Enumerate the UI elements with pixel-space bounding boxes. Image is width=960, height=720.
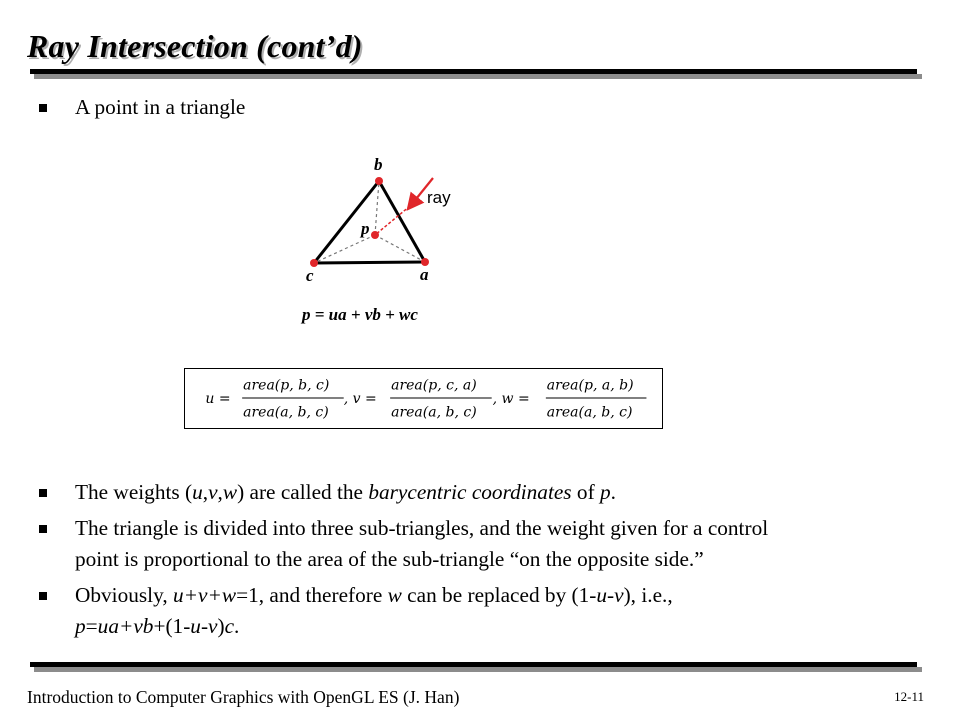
top-rule-shadow [34,74,922,79]
comma: , [202,480,209,504]
var-v: v [208,614,218,638]
dash-pc [314,235,375,263]
bullet-barycentric [30,477,945,508]
bullet-list-bottom [30,477,945,642]
minus: - [607,583,615,607]
bullet-marker [39,489,47,497]
dash-pb [375,181,379,235]
top-rule [30,69,917,74]
var-u: u [190,614,201,638]
formula-w-numerator: area(p, a, b) [546,377,634,394]
var-p: p [600,480,611,504]
label-ray: ray [427,188,451,207]
bullet-text: =1, and therefore [236,583,388,607]
formula-u-lhs: u = [205,390,231,407]
var-v: v [208,480,218,504]
formula-u-denominator: area(a, b, c) [243,404,329,421]
emphasis-barycentric: barycentric coordinates [368,480,572,504]
formula-v-denominator: area(a, b, c) [391,404,477,421]
bullet-text: Obviously, [75,583,174,607]
formula-v-numerator: area(p, c, a) [391,377,477,394]
bullet-list-top [30,92,945,123]
var-u: u [596,583,608,607]
label-c: c [306,266,314,285]
bullet-point-in-triangle [30,92,945,123]
slide-title: Ray Intersection (cont’d) [27,28,363,64]
point-p-dot [371,231,379,239]
label-p: p [361,219,370,238]
label-a: a [420,265,429,284]
var-v: v [614,583,624,607]
bullet-text: of [571,480,600,504]
vertex-b-dot [375,177,383,185]
bullet-marker [39,525,47,533]
bullet-text: A point in a triangle [75,95,246,119]
comma: , [217,480,223,504]
formula-w-lhs: , w = [492,390,530,407]
bullet-line-2: point is proportional to the area of the sub-triangle “on the opposite side.” [75,547,704,571]
label-b: b [374,155,383,174]
var-ua-vb: ua+vb [97,614,154,638]
bullet-line-1: The triangle is divided into three sub-triangles, and the weight given for a control [75,516,769,540]
formula-u-numerator: area(p, b, c) [243,377,330,394]
edge-ac [314,262,425,263]
bullet-text: The weights ( [75,480,193,504]
footer-course-title: Introduction to Computer Graphics with OpenGL ES (J. Han) [27,687,460,707]
period: . [234,614,240,638]
bullet-text: can be replaced by (1- [401,583,597,607]
triangle-figure [290,148,490,338]
var-sum: u+v+w [173,583,237,607]
bullet-marker [39,104,47,112]
formula-w-denominator: area(a, b, c) [546,404,633,421]
bullet-marker [39,592,47,600]
minus: - [200,614,209,638]
barycentric-formula [184,368,663,429]
bullet-text: ) are called the [237,480,369,504]
ray-dashed-extension [375,206,410,235]
bullet-text: ), i.e., [623,583,673,607]
var-p: p [75,614,86,638]
formula-v-lhs: , v = [343,390,377,407]
bottom-rule [30,662,917,667]
page-number: 12-11 [894,689,924,704]
var-w: w [387,583,402,607]
triangle-edges [314,181,425,263]
bullet-text: +(1- [153,614,191,638]
period: . [610,480,616,504]
equals: = [85,614,98,638]
var-u: u [192,480,203,504]
bullet-obviously [30,580,945,642]
var-c: c [224,614,235,638]
bottom-rule-shadow [34,667,922,672]
paren: ) [217,614,225,638]
bullet-sub-triangles [30,513,945,575]
figure-equation: p = ua + vb + wc [302,305,418,324]
var-w: w [222,480,238,504]
